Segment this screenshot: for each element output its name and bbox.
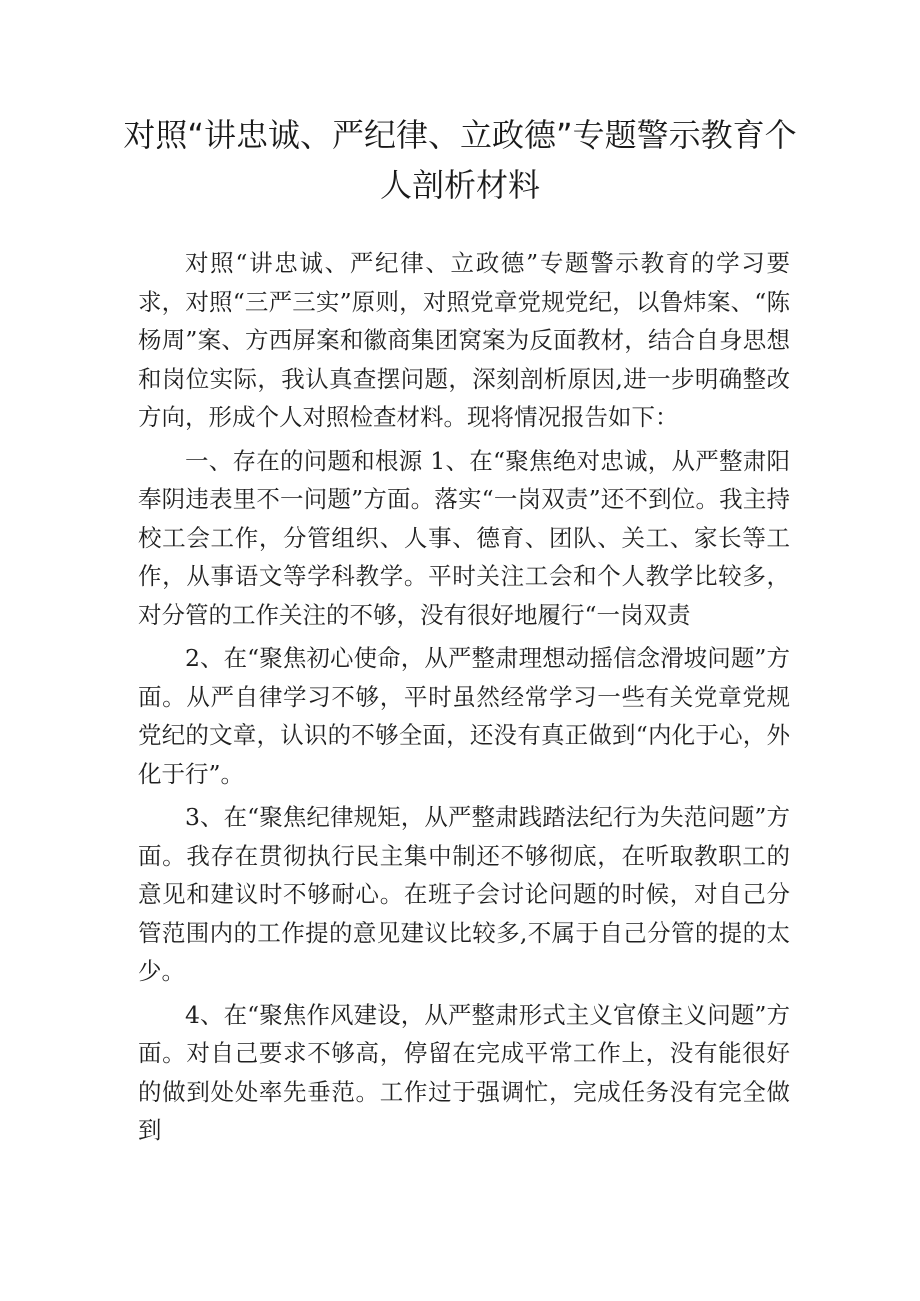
- paragraph-section-3: 3、在“聚焦纪律规矩，从严整肃践踏法纪行为失范问题”方面。我存在贯彻执行民主集中制还不够彻底，在听取教职工的意见和建议时不够耐心。在班子会讨论问题的时候，对自己分管范围内的工作提的意见建议比较多,不属于自己分管的提的太少。: [138, 803, 790, 985]
- document-body: [138, 244, 790, 1150]
- document-title: 对照“讲忠诚、严纪律、立政德”专题警示教育个人剖析材料: [123, 116, 797, 204]
- paragraph-intro: 对照“讲忠诚、严纪律、立政德”专题警示教育的学习要求，对照“三严三实”原则，对照党章党规党纪，以鲁炜案、“陈杨周”案、方西屏案和徽商集团窝案为反面教材，结合自身思想和岗位实际，我认真查摆问题，深刻剖析原因,进一步明确整改方向，形成个人对照检查材料。现将情况报告如下：: [138, 249, 790, 431]
- paragraph-section-1: 一、存在的问题和根源 1、在“聚焦绝对忠诚，从严整肃阳奉阴违表里不一问题”方面。落实“一岗双责”还不到位。我主持校工会工作，分管组织、人事、德育、团队、关工、家长等工作，从事语文等学科教学。平时关注工会和个人教学比较多，对分管的工作关注的不够，没有很好地履行“一岗双责: [138, 446, 790, 629]
- paragraph-section-2: 2、在“聚焦初心使命，从严整肃理想动摇信念滑坡问题”方面。从严自律学习不够，平时虽然经常学习一些有关党章党规党纪的文章，认识的不够全面，还没有真正做到“内化于心，外化于行”。: [138, 644, 790, 788]
- paragraph-section-4: 4、在“聚焦作风建设，从严整肃形式主义官僚主义问题”方面。对自己要求不够高，停留在完成平常工作上，没有能很好的做到处处率先垂范。工作过于强调忙，完成任务没有完全做到: [138, 1000, 790, 1144]
